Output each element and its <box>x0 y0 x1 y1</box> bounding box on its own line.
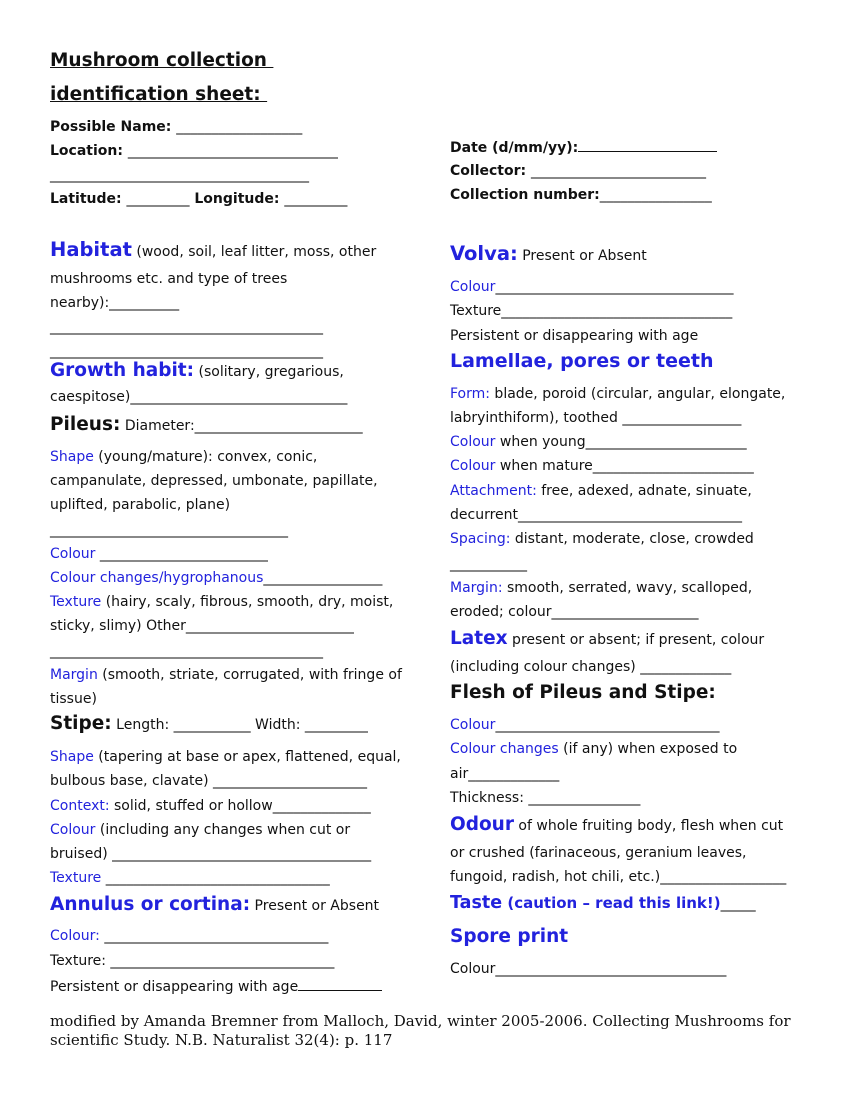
latitude-label: Latitude: <box>50 191 127 207</box>
annulus-heading: Annulus or cortina: <box>50 894 251 915</box>
lamellae-margin-label: Margin: <box>450 580 503 596</box>
colour-mature-desc[interactable]: when mature_______________________ <box>495 458 754 474</box>
pileus-colour-blank[interactable]: ________________________ <box>95 546 268 562</box>
attachment-label: Attachment: <box>450 483 537 499</box>
pileus-margin-label: Margin <box>50 667 98 683</box>
pileus-shape-label: Shape <box>50 449 94 465</box>
location-label: Location: <box>50 143 128 159</box>
date-field[interactable] <box>450 137 717 157</box>
annulus-persist-row[interactable] <box>50 976 382 996</box>
lamellae-margin-colour[interactable]: eroded; colour_____________________ <box>450 604 699 620</box>
flesh-colour-label: Colour <box>450 717 496 733</box>
location-blank-line2[interactable]: _____________________________________ <box>50 167 309 183</box>
flesh-changes-blank[interactable]: air_____________ <box>450 766 560 782</box>
pileus-texture-desc: (hairy, scaly, fibrous, smooth, dry, moist, <box>101 594 394 610</box>
pileus-colour-row[interactable] <box>50 545 268 563</box>
coordinates-field[interactable] <box>50 190 347 208</box>
habitat-heading: Habitat <box>50 238 132 261</box>
pileus-heading: Pileus: <box>50 414 121 435</box>
flesh-colour-row[interactable] <box>450 716 719 734</box>
taste-row[interactable] <box>450 894 756 913</box>
pileus-margin-desc-2: tissue) <box>50 691 97 707</box>
stipe-length-width[interactable]: Length: ___________ Width: _________ <box>111 717 368 733</box>
citation-footer: modified by Amanda Bremner from Malloch, David, winter 2005-2006. Collecting Mushrooms for scientific Study. N.B. Naturalist 32(4): p. 117 <box>50 1012 791 1049</box>
odour-desc: of whole fruiting body, flesh when cut <box>513 818 784 834</box>
lamellae-margin-row <box>450 579 752 597</box>
stipe-shape-label: Shape <box>50 749 94 765</box>
stipe-row[interactable] <box>50 715 368 734</box>
stipe-texture-row[interactable] <box>50 869 330 887</box>
colour-mature-row[interactable] <box>450 457 754 475</box>
form-blank[interactable]: labryinthiform), toothed _________________ <box>450 410 742 426</box>
stipe-colour-blank[interactable]: bruised) _____________________________________ <box>50 846 372 862</box>
pileus-texture-label: Texture <box>50 594 102 610</box>
context-label: Context: <box>50 798 110 814</box>
spore-colour-field[interactable]: Colour_________________________________ <box>450 961 727 977</box>
context-row[interactable] <box>50 797 371 815</box>
colour-mature-label: Colour <box>450 458 496 474</box>
flesh-changes-row <box>450 740 737 758</box>
stipe-colour-label: Colour <box>50 822 96 838</box>
habitat-blank-2[interactable]: _______________________________________ <box>50 343 323 359</box>
colour-young-row[interactable] <box>450 433 747 451</box>
habitat-blank-1[interactable]: _______________________________________ <box>50 319 323 335</box>
flesh-heading-row <box>450 684 716 703</box>
collector-field[interactable] <box>450 162 706 180</box>
pileus-shape-blank[interactable]: __________________________________ <box>50 522 288 538</box>
longitude-blank[interactable]: _________ <box>284 191 348 207</box>
stipe-texture-label: Texture <box>50 870 102 886</box>
stipe-texture-blank[interactable]: ________________________________ <box>101 870 330 886</box>
colour-young-desc[interactable]: when young_______________________ <box>495 434 747 450</box>
volva-colour-blank[interactable]: __________________________________ <box>495 279 734 295</box>
flesh-changes-desc: (if any) when exposed to <box>558 741 738 757</box>
sheet-title-line2: identification sheet: <box>50 84 268 105</box>
habitat-desc-2: mushrooms etc. and type of trees <box>50 271 288 287</box>
collection-number-blank[interactable]: ________________ <box>599 187 712 203</box>
latex-desc: present or absent; if present, colour <box>507 632 765 648</box>
collector-label: Collector: <box>450 163 531 179</box>
possible-name-blank[interactable]: __________________ <box>176 119 303 135</box>
possible-name-label: Possible Name: <box>50 119 177 135</box>
annulus-colour-blank[interactable]: ________________________________ <box>99 928 329 944</box>
flesh-heading: Flesh of Pileus and Stipe: <box>450 682 716 703</box>
sheet-title-line1: Mushroom collection <box>50 50 274 71</box>
collection-number-field[interactable] <box>450 186 712 204</box>
pileus-margin-desc: (smooth, striate, corrugated, with fringe of <box>97 667 402 683</box>
volva-persist: Persistent or disappearing with age <box>450 328 699 344</box>
taste-link[interactable]: (caution – read this link!) <box>502 894 721 912</box>
lamellae-heading: Lamellae, pores or teeth <box>450 350 714 372</box>
date-label: Date (d/mm/yy): <box>450 140 579 156</box>
pileus-texture-other[interactable]: sticky, slimy) Other________________________ <box>50 618 354 634</box>
stipe-shape-row <box>50 748 401 766</box>
form-label: Form: <box>450 386 490 402</box>
annulus-colour-row[interactable] <box>50 927 328 945</box>
attachment-blank[interactable]: decurrent________________________________ <box>450 507 743 523</box>
growth-habit-blank[interactable]: caespitose)_______________________________ <box>50 389 348 405</box>
possible-name-field[interactable] <box>50 118 302 136</box>
taste-blank[interactable]: _____ <box>720 896 756 912</box>
annulus-colour-label: Colour: <box>50 928 100 944</box>
pileus-texture-blank[interactable]: _______________________________________ <box>50 643 323 659</box>
spacing-row <box>450 530 754 548</box>
odour-row <box>450 816 783 835</box>
form-desc: blade, poroid (circular, angular, elongate, <box>489 386 786 402</box>
growth-habit-desc: (solitary, gregarious, <box>194 364 344 380</box>
volva-texture[interactable]: Texture_________________________________ <box>450 303 733 319</box>
pileus-colour-label: Colour <box>50 546 96 562</box>
context-desc[interactable]: solid, stuffed or hollow______________ <box>109 798 371 814</box>
spacing-label: Spacing: <box>450 531 511 547</box>
latex-blank[interactable]: (including colour changes) _____________ <box>450 659 732 675</box>
pileus-shape-desc-3: uplifted, parabolic, plane) <box>50 497 231 513</box>
volva-colour-label: Colour <box>450 279 496 295</box>
volva-desc: Present or Absent <box>517 248 647 264</box>
stipe-heading: Stipe: <box>50 713 112 734</box>
pileus-diameter[interactable]: Diameter:________________________ <box>120 418 363 434</box>
flesh-changes-label: Colour changes <box>450 741 559 757</box>
collector-blank[interactable]: _________________________ <box>530 163 706 179</box>
stipe-shape-desc: (tapering at base or apex, flattened, equal, <box>93 749 401 765</box>
pileus-shape-desc: (young/mature): convex, conic, <box>93 449 318 465</box>
pileus-margin-row <box>50 666 402 684</box>
colour-young-label: Colour <box>450 434 496 450</box>
latitude-blank[interactable]: _________ <box>126 191 190 207</box>
stipe-shape-blank[interactable]: bulbous base, clavate) ______________________ <box>50 773 368 789</box>
odour-blank[interactable]: fungoid, radish, hot chili, etc.)__________________ <box>450 869 787 885</box>
spacing-desc: distant, moderate, close, crowded <box>510 531 754 547</box>
latex-row <box>450 630 764 649</box>
annulus-desc: Present or Absent <box>250 898 380 914</box>
annulus-row <box>50 896 379 915</box>
spore-print-row <box>450 928 568 947</box>
annulus-persist-blank[interactable] <box>298 976 382 991</box>
volva-colour-row[interactable] <box>450 278 733 296</box>
thickness-field[interactable]: Thickness: ________________ <box>450 790 641 806</box>
habitat-row <box>50 238 377 261</box>
spore-print-heading: Spore print <box>450 926 569 947</box>
pileus-shape-desc-2: campanulate, depressed, umbonate, papillate, <box>50 473 378 489</box>
colour-changes-blank[interactable]: _________________ <box>263 570 383 586</box>
date-blank[interactable] <box>578 137 717 152</box>
collection-number-label: Collection number: <box>450 187 600 203</box>
odour-heading: Odour <box>450 814 514 835</box>
location-field[interactable] <box>50 142 338 160</box>
flesh-colour-blank[interactable]: ________________________________ <box>495 717 720 733</box>
attachment-desc: free, adexed, adnate, sinuate, <box>536 483 752 499</box>
annulus-persist: Persistent or disappearing with age <box>50 979 299 995</box>
pileus-row[interactable] <box>50 416 363 435</box>
annulus-texture[interactable]: Texture: ________________________________ <box>50 953 335 969</box>
spacing-blank[interactable]: ___________ <box>450 556 527 572</box>
colour-changes-row[interactable] <box>50 569 382 587</box>
pileus-shape-row <box>50 448 317 466</box>
odour-desc-2: or crushed (farinaceous, geranium leaves, <box>450 845 747 861</box>
form-row <box>450 385 785 403</box>
pileus-texture-row <box>50 593 393 611</box>
latex-heading: Latex <box>450 628 508 649</box>
growth-habit-row <box>50 362 344 381</box>
growth-habit-heading: Growth habit: <box>50 360 195 381</box>
volva-heading: Volva: <box>450 242 518 265</box>
stipe-colour-desc: (including any changes when cut or <box>95 822 351 838</box>
volva-row <box>450 242 647 265</box>
attachment-row <box>450 482 752 500</box>
colour-changes-label: Colour changes/hygrophanous <box>50 570 264 586</box>
habitat-desc-3[interactable]: nearby):__________ <box>50 295 180 311</box>
lamellae-heading-row <box>450 352 714 372</box>
lamellae-margin-desc: smooth, serrated, wavy, scalloped, <box>502 580 753 596</box>
taste-heading: Taste <box>450 893 503 913</box>
stipe-colour-row <box>50 821 350 839</box>
location-blank[interactable]: ______________________________ <box>127 143 338 159</box>
habitat-desc: (wood, soil, leaf litter, moss, other <box>131 244 377 260</box>
longitude-label: Longitude: <box>194 191 285 207</box>
